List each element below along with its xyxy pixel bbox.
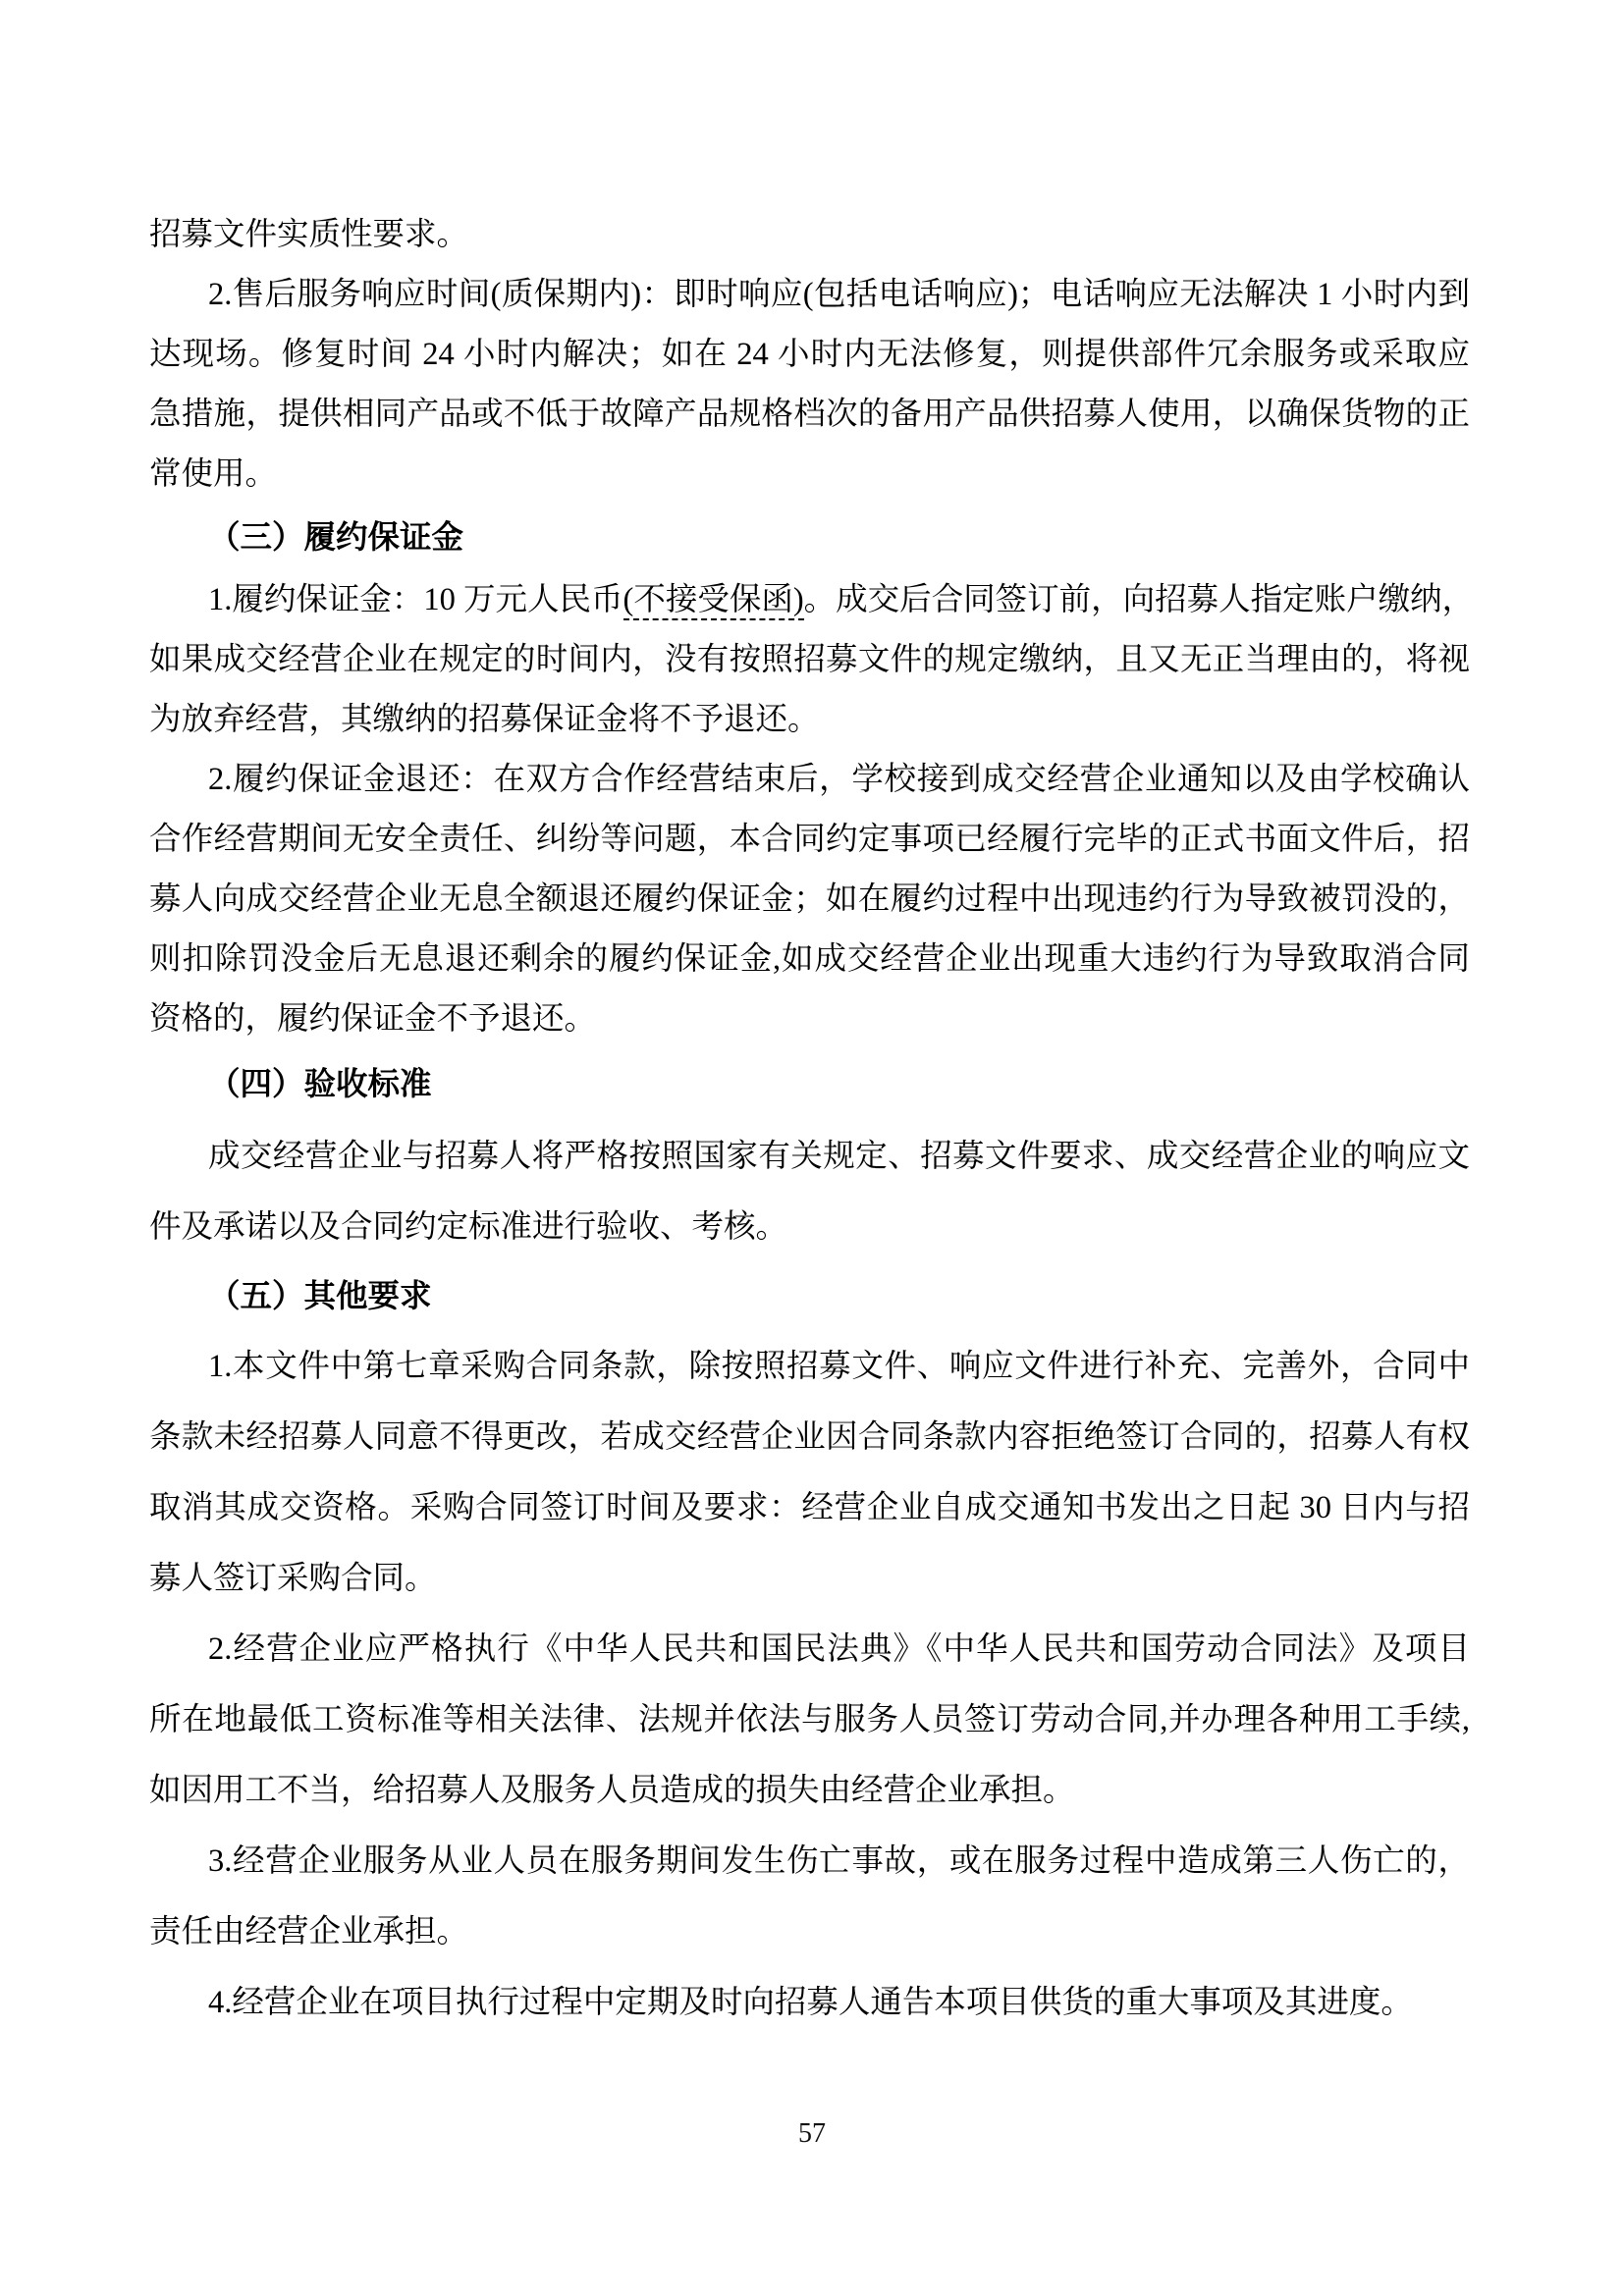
body-line: 1.本文件中第七章采购合同条款，除按照招募文件、响应文件进行补充、完善外，合同中 [208, 1349, 1470, 1384]
body-line: 成交经营企业与招募人将严格按照国家有关规定、招募文件要求、成交经营企业的响应文 [208, 1139, 1470, 1174]
body-line: 为放弃经营，其缴纳的招募保证金将不予退还。 [149, 702, 820, 737]
body-line: 则扣除罚没金后无息退还剩余的履约保证金,如成交经营企业出现重大违约行为导致取消合同 [149, 941, 1470, 977]
body-line: 如果成交经营企业在规定的时间内，没有按照招募文件的规定缴纳，且又无正当理由的，将视 [149, 642, 1470, 677]
dash-underlined-text: (不接受保函) [623, 582, 804, 620]
body-line: 2.履约保证金退还：在双方合作经营结束后，学校接到成交经营企业通知以及由学校确认 [208, 762, 1470, 797]
page-number: 57 [798, 2118, 826, 2149]
body-line: 达现场。修复时间 24 小时内解决；如在 24 小时内无法修复，则提供部件冗余服务或采取应 [149, 337, 1470, 372]
heading-acceptance-standard: （四）验收标准 [208, 1067, 432, 1102]
body-line: 2.售后服务响应时间(质保期内)：即时响应(包括电话响应)；电话响应无法解决 1 小时内到 [208, 277, 1470, 312]
body-line: 招募文件实质性要求。 [149, 217, 469, 252]
body-line: 合作经营期间无安全责任、纠纷等问题，本合同约定事项已经履行完毕的正式书面文件后，招 [149, 822, 1470, 857]
heading-performance-bond: （三）履约保证金 [208, 520, 464, 556]
body-text: 。成交后合同签订前，向招募人指定账户缴纳， [803, 582, 1475, 617]
body-line: 募人向成交经营企业无息全额退还履约保证金；如在履约过程中出现违约行为导致被罚没的， [149, 881, 1470, 917]
body-line [149, 570, 1475, 630]
body-line: 责任由经营企业承担。 [149, 1914, 469, 1949]
document-content [149, 205, 1475, 2038]
body-line: 2.经营企业应严格执行《中华人民共和国民法典》《中华人民共和国劳动合同法》及项目 [208, 1631, 1470, 1667]
body-line: 所在地最低工资标准等相关法律、法规并依法与服务人员签订劳动合同,并办理各种用工手续, [149, 1702, 1470, 1737]
body-line: 常使用。 [149, 456, 278, 492]
body-line: 如因用工不当，给招募人及服务人员造成的损失由经营企业承担。 [149, 1773, 1075, 1808]
body-line: 资格的，履约保证金不予退还。 [149, 1001, 597, 1037]
body-line: 条款未经招募人同意不得更改，若成交经营企业因合同条款内容拒绝签订合同的，招募人有权 [149, 1419, 1470, 1455]
body-line: 3.经营企业服务从业人员在服务期间发生伤亡事故，或在服务过程中造成第三人伤亡的， [208, 1843, 1470, 1879]
body-line: 急措施，提供相同产品或不低于故障产品规格档次的备用产品供招募人使用，以确保货物的正 [149, 397, 1470, 432]
body-text: 1.履约保证金：10 万元人民币 [208, 582, 623, 617]
body-line: 件及承诺以及合同约定标准进行验收、考核。 [149, 1209, 788, 1245]
heading-other-requirements: （五）其他要求 [208, 1279, 432, 1314]
body-line: 募人签订采购合同。 [149, 1561, 437, 1596]
body-line: 4.经营企业在项目执行过程中定期及时向招募人通告本项目供货的重大事项及其进度。 [208, 1985, 1413, 2020]
body-line: 取消其成交资格。采购合同签订时间及要求：经营企业自成交通知书发出之日起 30 日内与招 [149, 1490, 1470, 1525]
